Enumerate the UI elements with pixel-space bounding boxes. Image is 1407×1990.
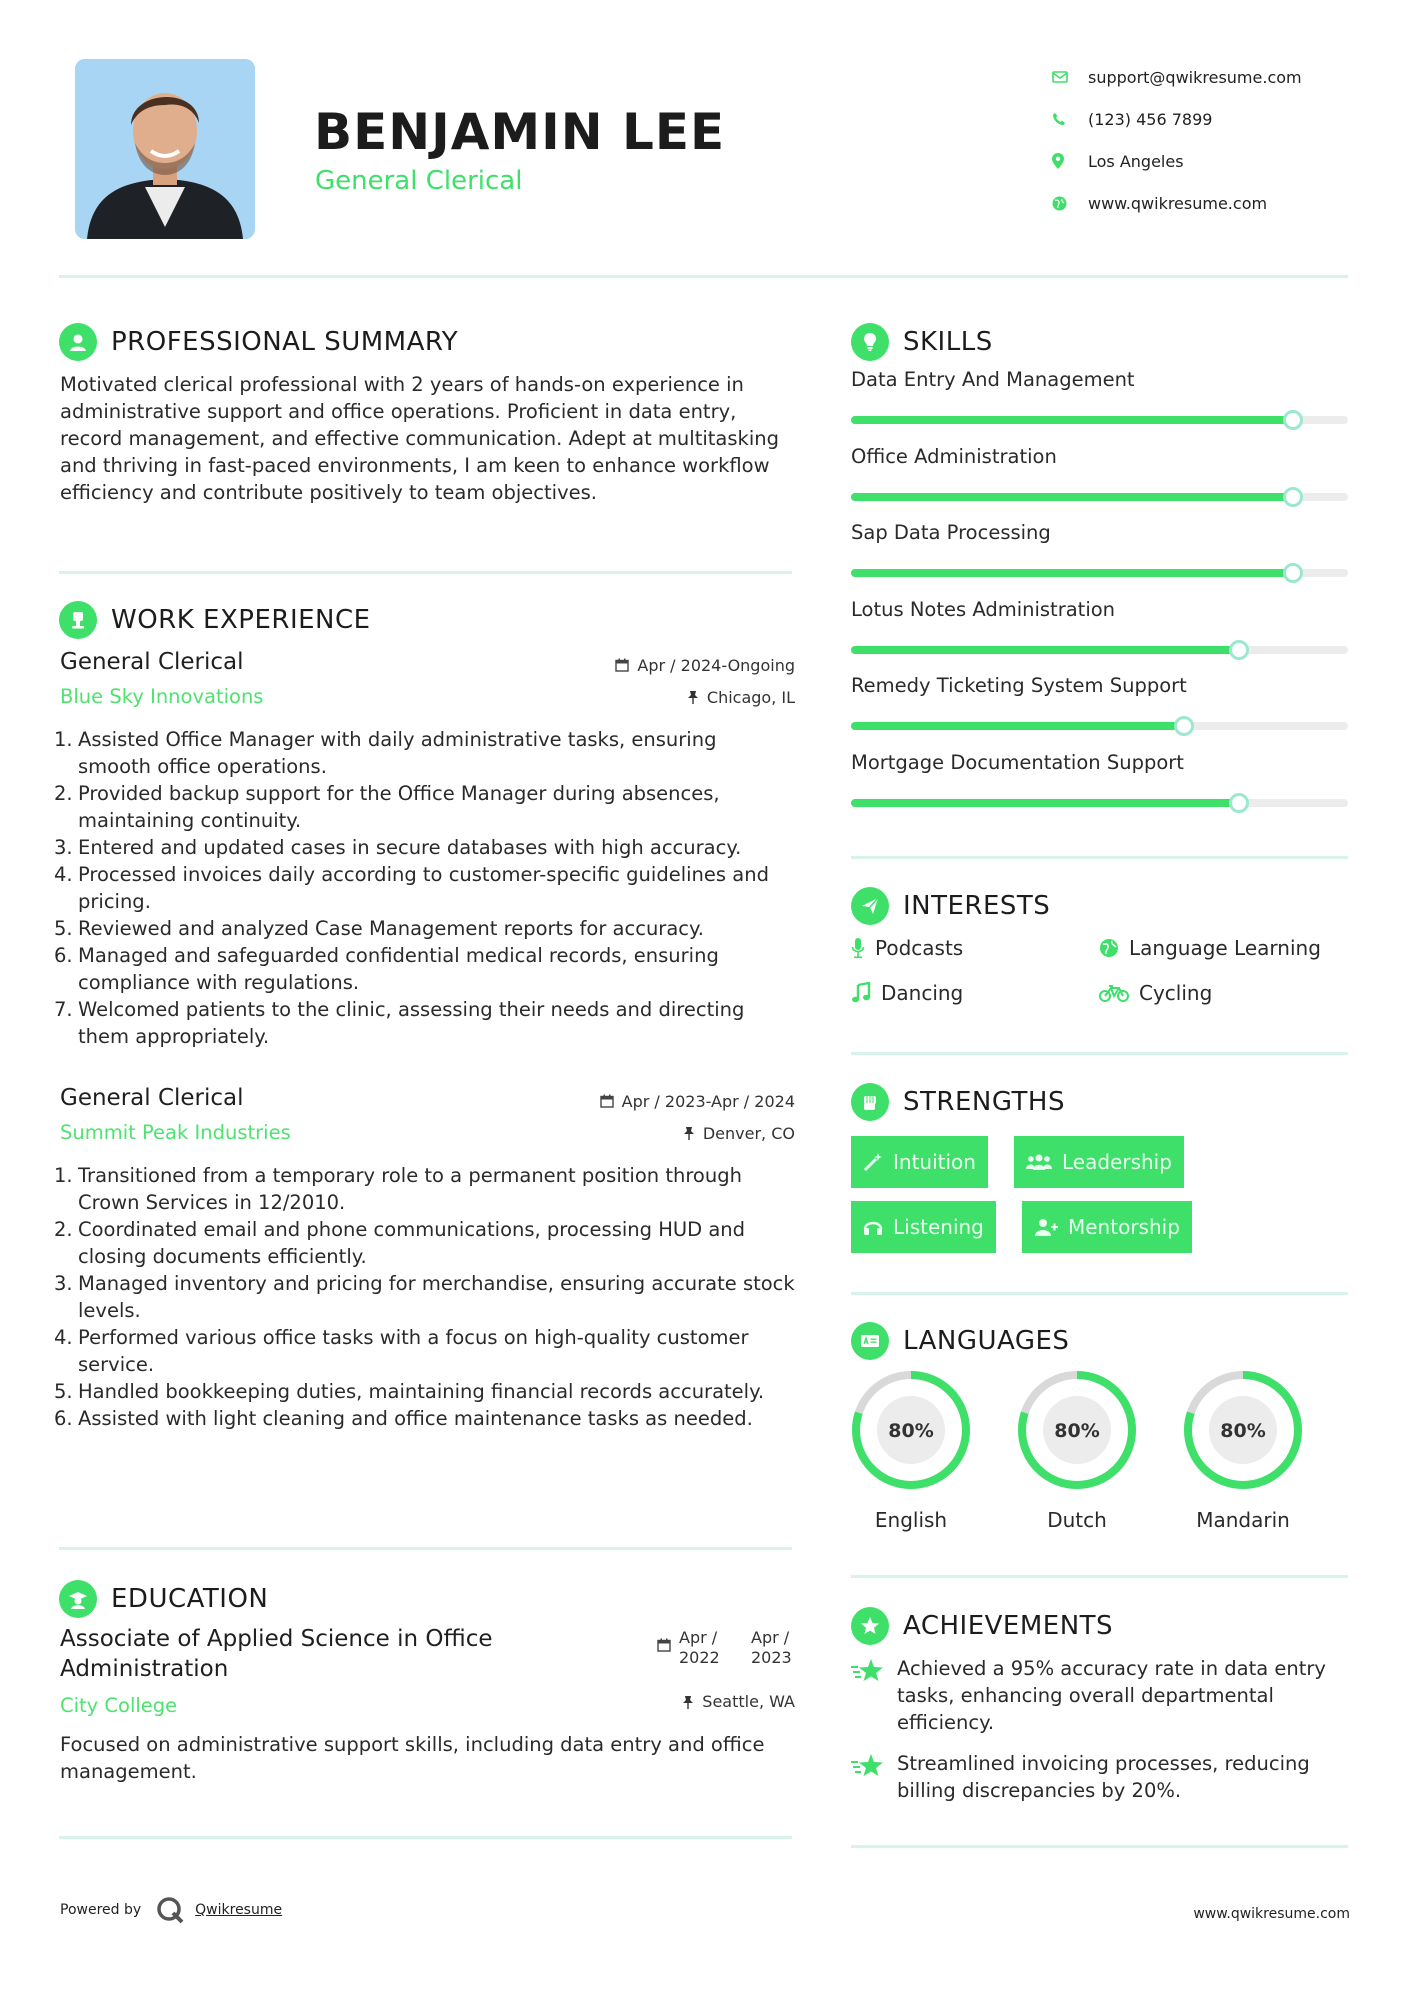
summary-divider [59, 571, 792, 574]
music-note-icon [851, 982, 871, 1004]
interest-item [851, 981, 963, 1005]
interest-item [1099, 936, 1321, 960]
map-pin-icon [1050, 153, 1088, 169]
education-dates [657, 1628, 795, 1668]
footer-powered-by [60, 1895, 282, 1925]
education-degree: Associate of Applied Science in Office Administration [60, 1626, 493, 1682]
list-item: 1. Transitioned from a temporary role to a permanent position through Crown Services in 12/2010. [54, 1164, 742, 1214]
achievement-text: Streamlined invoicing processes, reducing billing discrepancies by 20%. [897, 1752, 1310, 1802]
contact-website-text: www.qwikresume.com [1088, 193, 1268, 213]
experience-heading [59, 601, 371, 639]
contact-phone[interactable] [1050, 98, 1380, 140]
contact-phone-text: (123) 456 7899 [1088, 109, 1213, 129]
profile-photo [75, 59, 255, 239]
qwikresume-logo-icon [155, 1895, 185, 1925]
job-bullets [54, 1162, 795, 1432]
list-item: 4. Performed various office tasks with a focus on high-quality customer service. [54, 1326, 749, 1376]
language-ring [849, 1368, 973, 1492]
education-description: Focused on administrative support skills, including data entry and office management. [60, 1733, 765, 1783]
job-company: Blue Sky Innovations [60, 685, 264, 708]
job-bullets [54, 726, 795, 1050]
skill-bar [851, 646, 1348, 654]
skill-bar [851, 493, 1348, 501]
strength-label: Mentorship [1068, 1215, 1180, 1239]
person-portrait-icon [75, 59, 255, 239]
header-divider [59, 275, 1348, 278]
skill-bar [851, 569, 1348, 577]
experience-heading-text: WORK EXPERIENCE [111, 605, 371, 635]
calendar-icon [657, 1638, 671, 1652]
list-item: 4. Processed invoices daily according to customer-specific guidelines and pricing. [54, 863, 769, 913]
strengths-divider [851, 1292, 1348, 1295]
job-location-text: Denver, CO [702, 1123, 795, 1143]
languages-heading [851, 1322, 1069, 1360]
footer-website[interactable]: www.qwikresume.com [1193, 1906, 1350, 1922]
skill-item [851, 674, 1348, 751]
strength-label: Leadership [1062, 1150, 1172, 1174]
language-item [849, 1368, 973, 1532]
job-meta [615, 649, 795, 713]
language-item [1181, 1368, 1305, 1532]
graduate-icon [59, 1580, 97, 1618]
contact-website[interactable] [1050, 182, 1380, 224]
strength-label: Listening [893, 1215, 984, 1239]
pushpin-icon [687, 690, 699, 704]
contact-email-text: support@qwikresume.com [1088, 67, 1302, 87]
skill-name: Mortgage Documentation Support [851, 750, 1184, 774]
education-heading [59, 1580, 268, 1618]
paper-plane-icon [851, 887, 889, 925]
interest-label: Podcasts [875, 936, 964, 960]
skill-name: Office Administration [851, 444, 1057, 468]
language-item [1015, 1368, 1139, 1532]
language-ring [1181, 1368, 1305, 1492]
language-percent: 80% [1220, 1420, 1266, 1442]
interests-divider [851, 1052, 1348, 1055]
strength-label: Intuition [893, 1150, 976, 1174]
job-dates-text: Apr / 2024-Ongoing [637, 655, 795, 675]
star-icon [851, 1752, 885, 1778]
skill-name: Lotus Notes Administration [851, 597, 1116, 621]
contact-email[interactable] [1050, 56, 1380, 98]
language-name: Dutch [1047, 1508, 1107, 1532]
brand-link[interactable]: Qwikresume [195, 1902, 283, 1918]
skill-bar [851, 722, 1348, 730]
education-location [682, 1692, 795, 1711]
globe-icon [1099, 938, 1119, 958]
group-icon [1026, 1152, 1052, 1172]
skill-item [851, 598, 1348, 675]
skills-divider [851, 856, 1348, 859]
globe-icon [1050, 196, 1088, 211]
strength-tag [851, 1136, 988, 1188]
lightbulb-icon [851, 323, 889, 361]
list-item: 7. Welcomed patients to the clinic, assessing their needs and directing them appropriately. [54, 998, 745, 1048]
experience-divider [59, 1547, 792, 1550]
contact-location [1050, 140, 1380, 182]
job-location-text: Chicago, IL [706, 687, 795, 707]
skill-bar [851, 416, 1348, 424]
language-name: English [874, 1508, 948, 1532]
skill-bar [851, 799, 1348, 807]
skills-heading [851, 323, 993, 361]
summary-text: Motivated clerical professional with 2 years of hands-on experience in administrative support and office operations. Proficient in data entry, record management, and effective communication. Adept at multitasking and thriving in fast-paced environments, I am keen to enhance workflow efficiency and contribute positively to team objectives. [60, 373, 779, 504]
skill-knob [1283, 410, 1303, 430]
skill-knob [1174, 716, 1194, 736]
achievement-item [851, 1750, 1348, 1804]
interest-label: Cycling [1139, 981, 1213, 1005]
job-location [615, 681, 795, 713]
achievements-heading-text: ACHIEVEMENTS [903, 1611, 1114, 1641]
list-item: 6. Managed and safeguarded confidential medical records, ensuring compliance with regulations. [54, 944, 719, 994]
calendar-icon [615, 658, 629, 672]
contact-block [1050, 56, 1380, 224]
job-title: General Clerical [60, 1085, 244, 1111]
list-item: 3. Managed inventory and pricing for merchandise, ensuring accurate stock levels. [54, 1272, 795, 1322]
education-heading-text: EDUCATION [111, 1584, 269, 1614]
pushpin-icon [682, 1695, 694, 1709]
skill-knob [1229, 640, 1249, 660]
interest-item [1099, 981, 1212, 1005]
education-start: Apr / 2022 [679, 1628, 720, 1667]
magic-wand-icon [863, 1152, 883, 1172]
headphones-icon [863, 1217, 883, 1237]
summary-heading-text: PROFESSIONAL SUMMARY [111, 327, 459, 357]
skill-item [851, 445, 1348, 522]
language-percent: 80% [888, 1420, 934, 1442]
skill-knob [1283, 487, 1303, 507]
achievement-text: Achieved a 95% accuracy rate in data entry tasks, enhancing overall departmental efficiency. [897, 1657, 1326, 1734]
skill-item [851, 368, 1348, 445]
achievements-heading [851, 1607, 1113, 1645]
fist-icon [851, 1083, 889, 1121]
job-title: General Clerical [60, 649, 244, 675]
languages-divider [851, 1575, 1348, 1578]
powered-by-text: Powered by [60, 1902, 142, 1918]
language-ring [1015, 1368, 1139, 1492]
skill-item [851, 751, 1348, 828]
skill-item [851, 521, 1348, 598]
interest-label: Dancing [881, 981, 964, 1005]
interests-heading [851, 887, 1050, 925]
interest-item [851, 936, 963, 960]
briefcase-icon [59, 601, 97, 639]
list-item: 6. Assisted with light cleaning and office maintenance tasks as needed. [54, 1407, 753, 1430]
job-entry [54, 649, 795, 1050]
user-icon [59, 323, 97, 361]
skill-knob [1283, 563, 1303, 583]
job-meta [600, 1085, 795, 1149]
strengths-heading [851, 1083, 1065, 1121]
pushpin-icon [683, 1126, 695, 1140]
education-school: City College [60, 1694, 178, 1717]
interests-heading-text: INTERESTS [903, 891, 1051, 921]
job-location [600, 1117, 795, 1149]
list-item: 5. Reviewed and analyzed Case Management reports for accuracy. [54, 917, 704, 940]
language-name: Mandarin [1196, 1508, 1290, 1532]
add-user-icon [1034, 1217, 1058, 1237]
candidate-name: BENJAMIN LEE [314, 103, 726, 161]
list-item: 1. Assisted Office Manager with daily administrative tasks, ensuring smooth office operations. [54, 728, 717, 778]
job-dates-text: Apr / 2023-Apr / 2024 [621, 1091, 795, 1111]
language-percent: 80% [1054, 1420, 1100, 1442]
achievements-divider [851, 1845, 1348, 1848]
skill-name: Sap Data Processing [851, 521, 1051, 544]
envelope-icon [1050, 71, 1088, 83]
summary-heading [59, 323, 458, 361]
education-location-text: Seattle, WA [702, 1692, 795, 1711]
education-divider [59, 1836, 792, 1839]
education-entry [60, 1624, 795, 1785]
languages-heading-text: LANGUAGES [903, 1326, 1070, 1356]
list-item: 2. Provided backup support for the Office Manager during absences, maintaining continuity. [54, 782, 720, 832]
microphone-icon [851, 937, 865, 959]
strength-tag [1022, 1201, 1192, 1253]
achievement-item [851, 1655, 1348, 1736]
skill-name: Remedy Ticketing System Support [851, 674, 1187, 697]
interest-label: Language Learning [1129, 936, 1321, 960]
list-item: 5. Handled bookkeeping duties, maintaining financial records accurately. [54, 1380, 765, 1403]
star-icon [851, 1657, 885, 1683]
phone-icon [1050, 112, 1088, 126]
contact-location-text: Los Angeles [1088, 151, 1184, 171]
candidate-title: General Clerical [315, 166, 523, 196]
job-dates [600, 1085, 795, 1117]
language-card-icon [851, 1322, 889, 1360]
strengths-heading-text: STRENGTHS [903, 1087, 1065, 1117]
strength-tag [1014, 1136, 1184, 1188]
skill-knob [1229, 793, 1249, 813]
list-item: 2. Coordinated email and phone communications, processing HUD and closing documents efficiently. [54, 1218, 746, 1268]
skills-list [851, 368, 1348, 827]
job-dates [615, 649, 795, 681]
job-entry [54, 1085, 795, 1432]
skill-name: Data Entry And Management [851, 368, 1135, 391]
calendar-icon [600, 1094, 614, 1108]
star-badge-icon [851, 1607, 889, 1645]
education-end: Apr / 2023 [751, 1628, 792, 1667]
list-item: 3. Entered and updated cases in secure databases with high accuracy. [54, 836, 742, 859]
skills-heading-text: SKILLS [903, 327, 993, 357]
bicycle-icon [1099, 983, 1129, 1003]
job-company: Summit Peak Industries [60, 1121, 291, 1144]
strength-tag [851, 1201, 996, 1253]
